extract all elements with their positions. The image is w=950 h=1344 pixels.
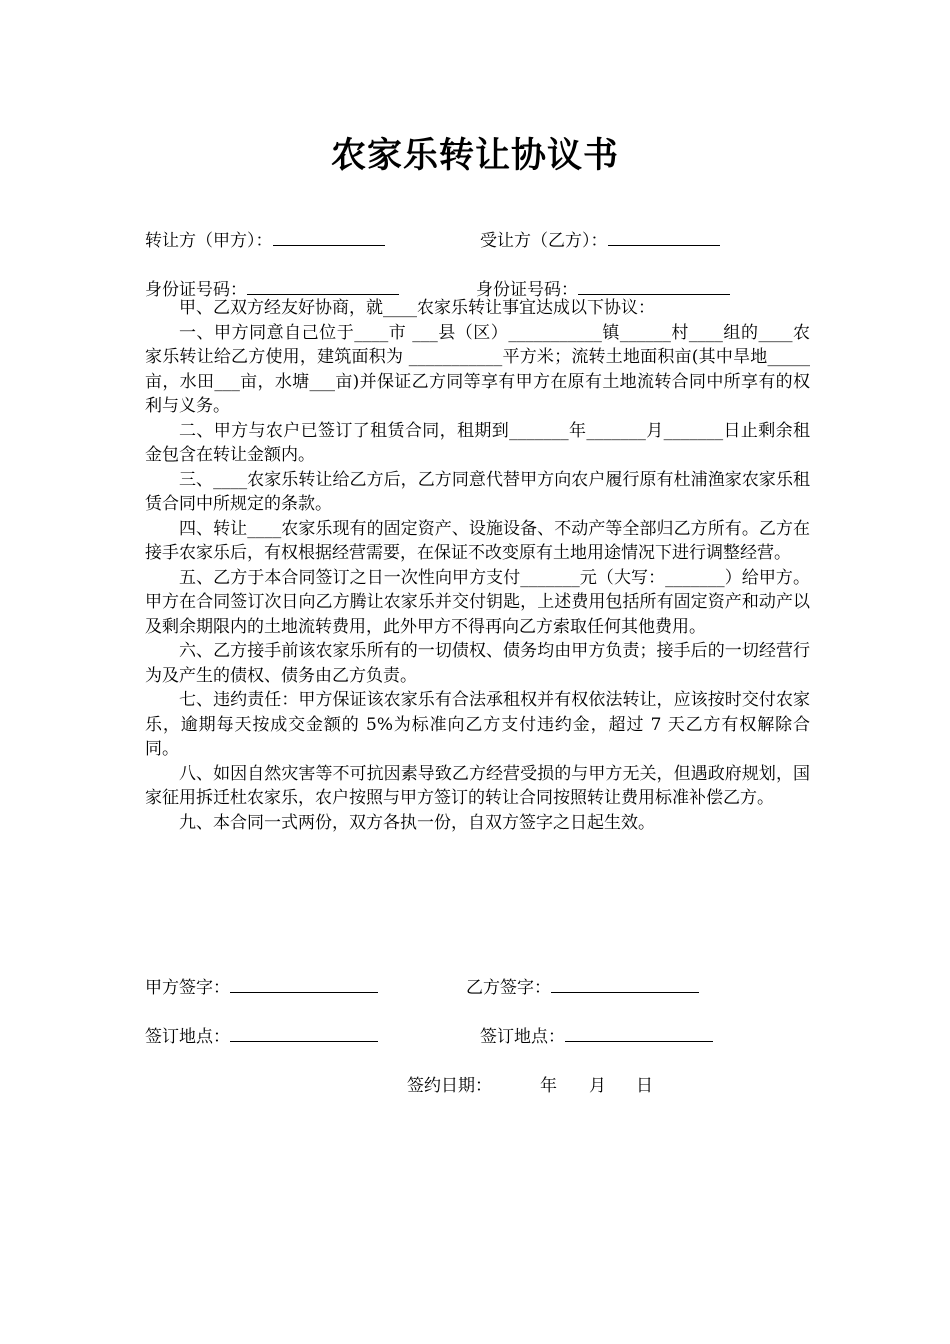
place-b-blank[interactable] bbox=[565, 1023, 713, 1042]
clause-5: 五、乙方于本合同签订之日一次性向甲方支付_______元（大写：_______）给甲方。甲方在合同签订次日向乙方腾让农家乐并交付钥匙，上述费用包括所有固定资产和动产以及剩余期限内的土地流转费用，此外甲方不得再向乙方索取任何其他费用。 bbox=[145, 567, 810, 637]
clause-3: 三、____农家乐转让给乙方后，乙方同意代替甲方向农户履行原有杜浦渔家农家乐租赁合同中所规定的条款。 bbox=[145, 469, 810, 514]
date-label: 签约日期： bbox=[407, 1076, 492, 1096]
sign-a-blank[interactable] bbox=[230, 974, 378, 993]
sign-a-field bbox=[145, 973, 378, 998]
party-a-blank[interactable] bbox=[273, 227, 385, 246]
sign-a-label: 甲方签字： bbox=[145, 978, 230, 998]
sign-b-label: 乙方签字： bbox=[466, 978, 551, 998]
id-b-label: 身份证号码： bbox=[476, 280, 578, 300]
signing-date bbox=[407, 1071, 653, 1096]
sign-b-blank[interactable] bbox=[551, 974, 699, 993]
party-a-label: 转让方（甲方）： bbox=[145, 231, 273, 251]
contract-body bbox=[145, 296, 810, 835]
party-a-field bbox=[145, 226, 385, 251]
place-b-field bbox=[480, 1022, 713, 1047]
clause-4: 四、转让____农家乐现有的固定资产、设施设备、不动产等全部归乙方所有。乙方在接手农家乐后，有权根据经营需要，在保证不改变原有土地用途情况下进行调整经营。 bbox=[145, 518, 810, 563]
party-b-field bbox=[480, 226, 720, 251]
clause-2: 二、甲方与农户已签订了租赁合同，租期到_______年_______月_______日止剩余租金包含在转让金额内。 bbox=[145, 420, 810, 465]
party-b-blank[interactable] bbox=[608, 227, 720, 246]
sign-b-field bbox=[466, 973, 699, 998]
intro-paragraph: 甲、乙双方经友好协商，就____农家乐转让事宜达成以下协议： bbox=[179, 298, 655, 318]
date-day: 日 bbox=[636, 1076, 653, 1096]
clause-7: 七、违约责任：甲方保证该农家乐有合法承租权并有权依法转让，应该按时交付农家乐，逾期每天按成交金额的 5%为标准向乙方支付违约金，超过 7 天乙方有权解除合同。 bbox=[145, 690, 810, 759]
place-a-field bbox=[145, 1022, 378, 1047]
id-a-label: 身份证号码： bbox=[145, 280, 247, 300]
place-b-label: 签订地点： bbox=[480, 1027, 565, 1047]
place-a-label: 签订地点： bbox=[145, 1027, 230, 1047]
clause-9: 九、本合同一式两份，双方各执一份，自双方签字之日起生效。 bbox=[179, 812, 655, 833]
party-b-label: 受让方（乙方）： bbox=[480, 231, 608, 251]
id-b-blank[interactable] bbox=[578, 276, 730, 295]
date-year: 年 bbox=[540, 1076, 557, 1096]
document-title: 农家乐转让协议书 bbox=[330, 135, 619, 176]
id-a-blank[interactable] bbox=[247, 276, 399, 295]
place-a-blank[interactable] bbox=[230, 1023, 378, 1042]
clause-6: 六、乙方接手前该农家乐所有的一切债权、债务均由甲方负责；接手后的一切经营行为及产生的债权、债务由乙方负责。 bbox=[145, 641, 810, 686]
date-month: 月 bbox=[589, 1076, 606, 1096]
clause-8: 八、如因自然灾害等不可抗因素导致乙方经营受损的与甲方无关，但遇政府规划，国家征用拆迁杜农家乐，农户按照与甲方签订的转让合同按照转让费用标准补偿乙方。 bbox=[145, 763, 810, 808]
clause-1: 一、甲方同意自己位于____市 ___县（区）___________镇______村____组的____农家乐转让给乙方使用，建筑面积为 ___________平方米；流转土地面积亩(其中旱地_____亩，水田___亩，水塘___亩)并保证乙方同等享有甲方在原有土地流转合同中所享有的权利与义务。 bbox=[145, 322, 810, 416]
